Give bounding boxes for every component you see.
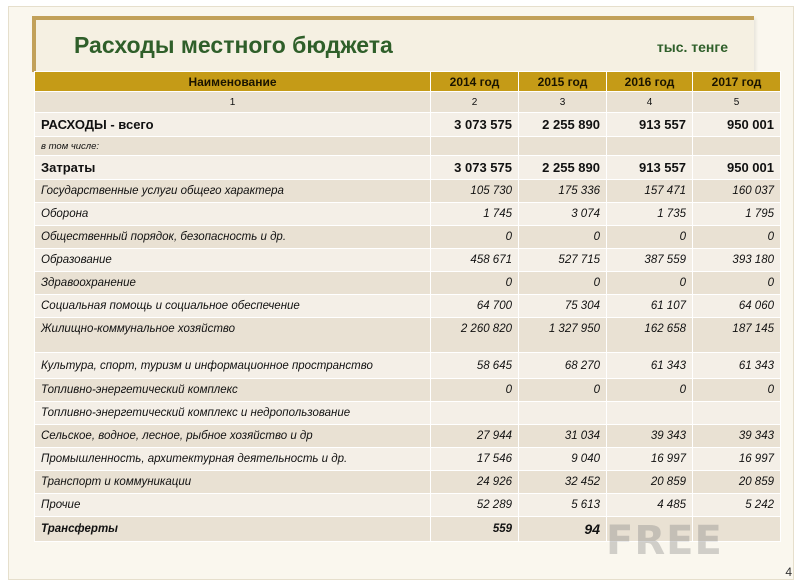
value-cell: 52 289 <box>431 494 519 517</box>
row-name: Социальная помощь и социальное обеспечение <box>35 295 431 318</box>
header-row <box>35 72 781 92</box>
value-cell: 913 557 <box>607 156 693 180</box>
value-cell: 175 336 <box>519 180 607 203</box>
table-row <box>35 92 781 113</box>
value-cell: 0 <box>693 379 781 402</box>
value-cell <box>693 137 781 156</box>
value-cell: 20 859 <box>693 471 781 494</box>
value-cell: 0 <box>431 226 519 249</box>
value-cell: 68 270 <box>519 353 607 379</box>
value-cell: 559 <box>431 517 519 542</box>
unit-label: тыс. тенге <box>656 39 728 55</box>
value-cell <box>519 402 607 425</box>
value-cell: 1 795 <box>693 203 781 226</box>
table-row <box>35 448 781 471</box>
value-cell: 387 559 <box>607 249 693 272</box>
row-name: Промышленность, архитектурная деятельность и др. <box>35 448 431 471</box>
page-number: 4 <box>785 565 792 579</box>
table-row <box>35 113 781 137</box>
index-cell: 2 <box>431 92 519 113</box>
value-cell: 458 671 <box>431 249 519 272</box>
row-name: Культура, спорт, туризм и информационное пространство <box>35 353 431 379</box>
column-header: 2015 год <box>519 72 607 92</box>
table-row <box>35 353 781 379</box>
value-cell: 0 <box>607 379 693 402</box>
table-body <box>35 92 781 542</box>
row-name: Здравоохранение <box>35 272 431 295</box>
row-name: Трансферты <box>35 517 431 542</box>
title-bar <box>32 16 754 72</box>
value-cell: 3 073 575 <box>431 113 519 137</box>
row-name: Государственные услуги общего характера <box>35 180 431 203</box>
value-cell <box>607 402 693 425</box>
value-cell: 20 859 <box>607 471 693 494</box>
value-cell: 3 073 575 <box>431 156 519 180</box>
row-name: Транспорт и коммуникации <box>35 471 431 494</box>
row-name: РАСХОДЫ - всего <box>35 113 431 137</box>
value-cell <box>431 137 519 156</box>
row-name: Оборона <box>35 203 431 226</box>
value-cell <box>519 137 607 156</box>
value-cell: 5 613 <box>519 494 607 517</box>
value-cell: 527 715 <box>519 249 607 272</box>
column-header: 2016 год <box>607 72 693 92</box>
value-cell: 0 <box>693 272 781 295</box>
value-cell: 3 074 <box>519 203 607 226</box>
row-name: Сельское, водное, лесное, рыбное хозяйство и др <box>35 425 431 448</box>
value-cell: 1 735 <box>607 203 693 226</box>
value-cell: 2 255 890 <box>519 156 607 180</box>
index-cell: 4 <box>607 92 693 113</box>
value-cell: 913 557 <box>607 113 693 137</box>
index-cell: 5 <box>693 92 781 113</box>
table-row <box>35 180 781 203</box>
value-cell: 0 <box>607 226 693 249</box>
value-cell: 1 745 <box>431 203 519 226</box>
value-cell: 17 546 <box>431 448 519 471</box>
table-row <box>35 137 781 156</box>
value-cell: 0 <box>607 272 693 295</box>
value-cell: 64 060 <box>693 295 781 318</box>
value-cell: 32 452 <box>519 471 607 494</box>
table-row <box>35 379 781 402</box>
row-name: Общественный порядок, безопасность и др. <box>35 226 431 249</box>
table-row <box>35 402 781 425</box>
value-cell: 187 145 <box>693 318 781 353</box>
value-cell: 9 040 <box>519 448 607 471</box>
row-name: Образование <box>35 249 431 272</box>
column-header: 2014 год <box>431 72 519 92</box>
value-cell: 0 <box>431 272 519 295</box>
value-cell: 2 260 820 <box>431 318 519 353</box>
value-cell: 2 255 890 <box>519 113 607 137</box>
value-cell: 157 471 <box>607 180 693 203</box>
page-title: Расходы местного бюджета <box>74 32 393 58</box>
value-cell: 94 <box>519 517 607 542</box>
value-cell: 950 001 <box>693 113 781 137</box>
table-row <box>35 471 781 494</box>
row-name: Затраты <box>35 156 431 180</box>
value-cell: 4 485 <box>607 494 693 517</box>
value-cell <box>431 402 519 425</box>
table-row <box>35 318 781 353</box>
value-cell: 0 <box>519 379 607 402</box>
value-cell: 160 037 <box>693 180 781 203</box>
value-cell: 39 343 <box>693 425 781 448</box>
value-cell: 61 343 <box>607 353 693 379</box>
table-row <box>35 156 781 180</box>
value-cell: 64 700 <box>431 295 519 318</box>
value-cell: 31 034 <box>519 425 607 448</box>
value-cell: 75 304 <box>519 295 607 318</box>
row-name: Жилищно-коммунальное хозяйство <box>35 318 431 353</box>
value-cell: 39 343 <box>607 425 693 448</box>
value-cell: 58 645 <box>431 353 519 379</box>
table-row <box>35 295 781 318</box>
table-row <box>35 203 781 226</box>
budget-table <box>34 71 781 542</box>
value-cell <box>607 137 693 156</box>
value-cell: 24 926 <box>431 471 519 494</box>
row-name: в том числе: <box>35 137 431 156</box>
value-cell: 61 343 <box>693 353 781 379</box>
table-row <box>35 272 781 295</box>
column-header: 2017 год <box>693 72 781 92</box>
value-cell: 0 <box>431 379 519 402</box>
index-cell: 3 <box>519 92 607 113</box>
row-name: Топливно-энергетический комплекс <box>35 379 431 402</box>
table-row <box>35 425 781 448</box>
row-name: Топливно-энергетический комплекс и недропользование <box>35 402 431 425</box>
value-cell: 393 180 <box>693 249 781 272</box>
value-cell: 5 242 <box>693 494 781 517</box>
table-row <box>35 249 781 272</box>
value-cell: 950 001 <box>693 156 781 180</box>
value-cell: 0 <box>519 272 607 295</box>
value-cell: 16 997 <box>607 448 693 471</box>
index-cell: 1 <box>35 92 431 113</box>
value-cell: 0 <box>519 226 607 249</box>
value-cell: 162 658 <box>607 318 693 353</box>
value-cell: 16 997 <box>693 448 781 471</box>
watermark: FREE <box>606 518 723 564</box>
value-cell: 27 944 <box>431 425 519 448</box>
column-header: Наименование <box>35 72 431 92</box>
value-cell: 1 327 950 <box>519 318 607 353</box>
value-cell: 105 730 <box>431 180 519 203</box>
table-row <box>35 226 781 249</box>
row-name: Прочие <box>35 494 431 517</box>
value-cell: 0 <box>693 226 781 249</box>
table-row <box>35 494 781 517</box>
value-cell <box>693 402 781 425</box>
value-cell: 61 107 <box>607 295 693 318</box>
